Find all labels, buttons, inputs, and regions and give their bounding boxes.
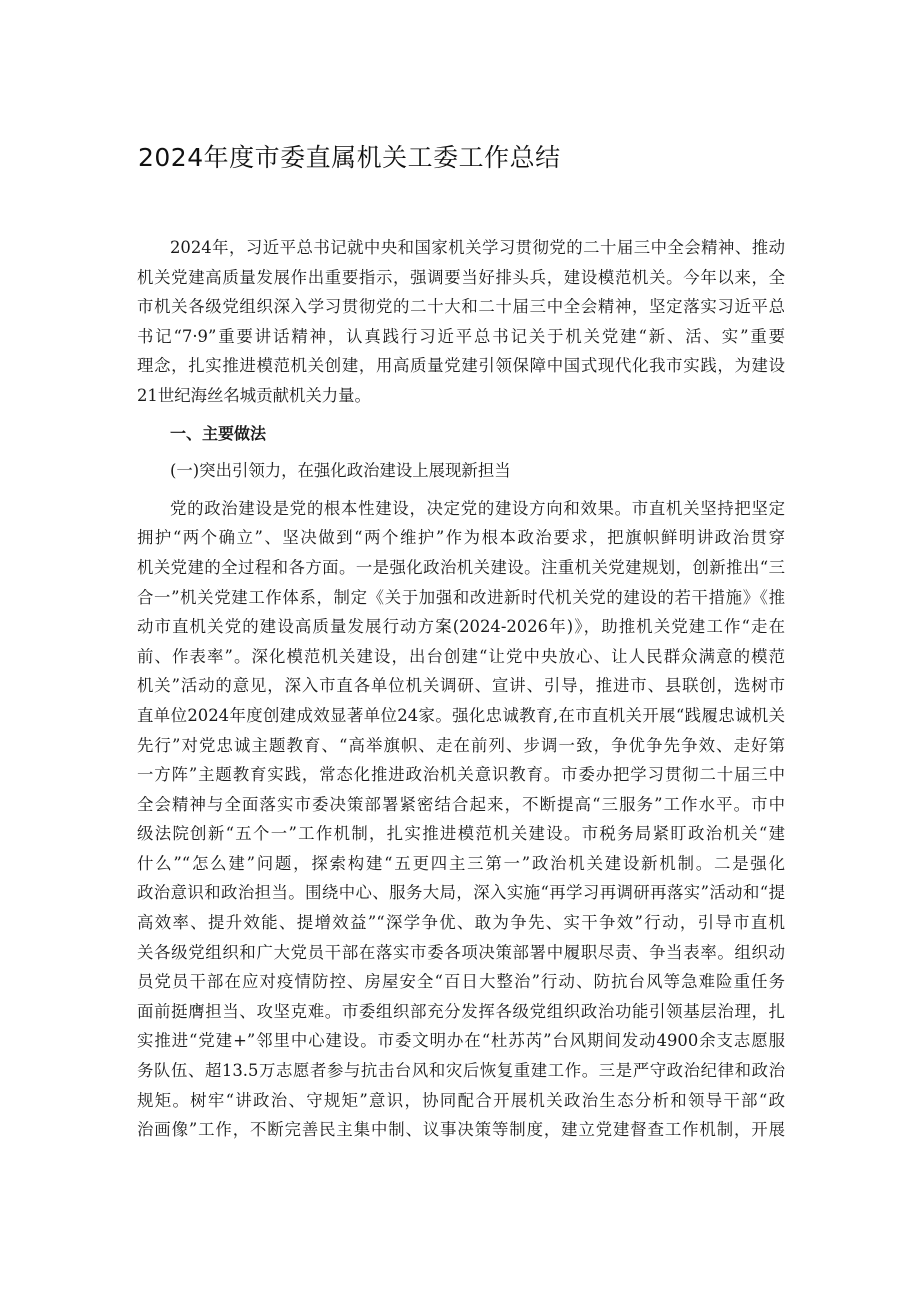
text-line: 机关党建的全过程和各方面。一是强化政治机关建设。注重机关党建规划，创新推出“三 <box>137 557 785 577</box>
text-line: 机关党建高质量发展作出重要指示，强调要当好排头兵，建设模范机关。今年以来，全 <box>137 267 785 287</box>
text-line: 关各级党组织和广大党员干部在落实市委各项决策部署中履职尽责、争当表率。组织动 <box>137 942 785 962</box>
subsection-heading: (一)突出引领力，在强化政治建设上展现新担当 <box>170 461 511 481</box>
text-line: 务队伍、超13.5万志愿者参与抗击台风和灾后恢复重建工作。三是严守政治纪律和政治 <box>137 1061 785 1081</box>
text-line: 政治意识和政治担当。围绕中心、服务大局，深入实施“再学习再调研再落实”活动和“提 <box>137 883 785 903</box>
text-line: 规矩。树牢“讲政治、守规矩”意识，协同配合开展机关政治生态分析和领导干部“政 <box>137 1090 785 1110</box>
intro-paragraph <box>137 233 785 411</box>
text-line: 市机关各级党组织深入学习贯彻党的二十大和二十届三中全会精神，坚定落实习近平总 <box>137 297 785 317</box>
text-line: 什么”“怎么建”问题，探索构建“五更四主三第一”政治机关建设新机制。二是强化 <box>137 853 785 873</box>
text-line: 高效率、提升效能、提增效益”“深学争优、敢为争先、实干争效”行动，引导市直机 <box>137 913 785 933</box>
text-line: 面前挺膺担当、攻坚克难。市委组织部充分发挥各级党组织政治功能引领基层治理，扎 <box>137 1001 785 1021</box>
text-line: 理念，扎实推进模范机关创建，用高质量党建引领保障中国式现代化我市实践，为建设 <box>137 356 785 376</box>
text-line: 21世纪海丝名城贡献机关力量。 <box>137 385 371 405</box>
text-line: 合一”机关党建工作体系，制定《关于加强和改进新时代机关党的建设的若干措施》《推 <box>137 587 785 607</box>
document-title: 2024年度市委直属机关工委工作总结 <box>138 143 561 172</box>
text-line: 一方阵”主题教育实践，常态化推进政治机关意识教育。市委办把学习贯彻二十届三中 <box>137 765 785 785</box>
text-line: 党的政治建设是党的根本性建设，决定党的建设方向和效果。市直机关坚持把坚定 <box>170 498 785 518</box>
text-line: 前、作表率”。深化模范机关建设，出台创建“让党中央放心、让人民群众满意的模范 <box>137 646 785 666</box>
text-line: 级法院创新“五个一”工作机制，扎实推进模范机关建设。市税务局紧盯政治机关“建 <box>137 824 785 844</box>
text-line: 治画像”工作，不断完善民主集中制、议事决策等制度，建立党建督查工作机制，开展 <box>137 1120 785 1140</box>
text-line: 直单位2024年度创建成效显著单位24家。强化忠诚教育,在市直机关开展“践履忠诚机关 <box>137 705 785 725</box>
text-line: 全会精神与全面落实市委决策部署紧密结合起来，不断提高“三服务”工作水平。市中 <box>137 794 785 814</box>
text-line: 2024年，习近平总书记就中央和国家机关学习贯彻党的二十届三中全会精神、推动 <box>170 238 785 257</box>
text-line: 书记“7·9”重要讲话精神，认真践行习近平总书记关于机关党建“新、活、实”重要 <box>137 326 785 346</box>
text-line: 实推进“党建+”邻里中心建设。市委文明办在“杜苏芮”台风期间发动4900余支志愿服 <box>137 1031 785 1051</box>
text-line: 先行”对党忠诚主题教育、“高举旗帜、走在前列、步调一致，争优争先争效、走好第 <box>137 735 785 755</box>
text-line: 机关”活动的意见，深入市直各单位机关调研、宣讲、引导，推进市、县联创，选树市 <box>137 676 785 696</box>
document-body <box>137 233 785 1145</box>
text-line: 拥护“两个确立”、坚决做到“两个维护”作为根本政治要求，把旗帜鲜明讲政治贯穿 <box>137 528 785 548</box>
text-line: 员党员干部在应对疫情防控、房屋安全“百日大整治”行动、防抗台风等急难险重任务 <box>137 972 785 992</box>
section-heading: 一、主要做法 <box>170 423 267 443</box>
body-paragraph <box>137 494 785 1145</box>
text-line: 动市直机关党的建设高质量发展行动方案(2024-2026年)》，助推机关党建工作“走在 <box>137 617 785 637</box>
